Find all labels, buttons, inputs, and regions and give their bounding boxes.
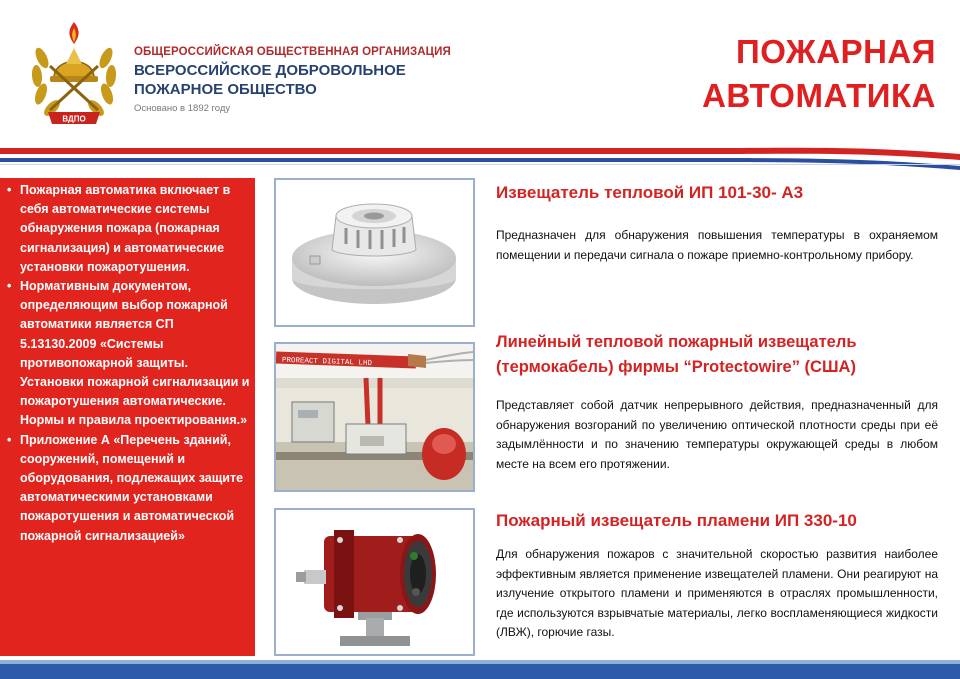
page-title-line1: ПОЖАРНАЯ <box>735 33 936 70</box>
footer-stripes <box>0 660 960 679</box>
organization-type: ОБЩЕРОССИЙСКАЯ ОБЩЕСТВЕННАЯ ОРГАНИЗАЦИЯ <box>134 46 451 58</box>
summary-list <box>6 181 251 546</box>
svg-text:PROREACT DIGITAL LHD: PROREACT DIGITAL LHD <box>281 356 373 368</box>
section-description: Предназначен для обнаружения повышения температуры в охраняемом помещении и передачи сигнала о пожаре приемно-контрольному прибору. <box>496 228 938 262</box>
section-heading-line2: (термокабель) фирмы “Protectowire” (США) <box>496 358 856 376</box>
summary-panel <box>0 178 255 656</box>
page-title <box>702 30 936 118</box>
summary-item: • Приложение А «Перечень зданий, сооружений, помещений и оборудования, подлежащих защите автоматическими установками пожаротушения и автоматической пожарной сигнализацией» <box>6 431 251 546</box>
summary-item: • Нормативным документом, определяющим выбор пожарной автоматики является СП 5.13130.2009 «Системы противопожарной защиты. Установки пожарной сигнализации и пожаротушения автоматические. Нормы и правила проектирования.» <box>6 277 251 431</box>
organization-name-line1: ВСЕРОССИЙСКОЕ ДОБРОВОЛЬНОЕ <box>134 62 406 79</box>
section-description: Представляет собой датчик непрерывного действия, предназначенный для обнаружения возгораний по увеличению оптической плотности среды при её задымлённости и по значению температуры окружающей среды в любом месте на всем его протяжении. <box>496 398 938 471</box>
flame-detector-photo <box>274 508 475 656</box>
vdpo-emblem <box>26 18 122 130</box>
summary-item: • Пожарная автоматика включает в себя автоматические системы обнаружения пожара (пожарная сигнализация) и автоматические установки пожаротушения. <box>6 181 251 277</box>
section-heading: Пожарный извещатель пламени ИП 330-10 <box>496 511 857 530</box>
section-description: Для обнаружения пожаров с значительной скоростью развития наиболее эффективным является применение извещателей пламени. Они реагируют на излучение открытого пламени и применяются в отраслях промышленности, где используются взрывчатые материалы, легко воспламеняющиеся жидкости (ЛВЖ), горючие газы. <box>496 547 938 640</box>
organization-block <box>134 46 451 114</box>
section-heading: Извещатель тепловой ИП 101-30- А3 <box>496 183 804 202</box>
section-heading-line1: Линейный тепловой пожарный извещатель <box>496 333 857 351</box>
header-stripes <box>0 140 960 180</box>
organization-name-line2: ПОЖАРНОЕ ОБЩЕСТВО <box>134 81 317 98</box>
svg-text:ВДПО: ВДПО <box>62 114 86 124</box>
heat-cable-photo <box>274 342 475 492</box>
section-heading <box>496 330 857 380</box>
founded-note: Основано в 1892 году <box>134 103 231 114</box>
page-title-line2: АВТОМАТИКА <box>702 77 936 114</box>
heat-detector-photo <box>274 178 475 327</box>
